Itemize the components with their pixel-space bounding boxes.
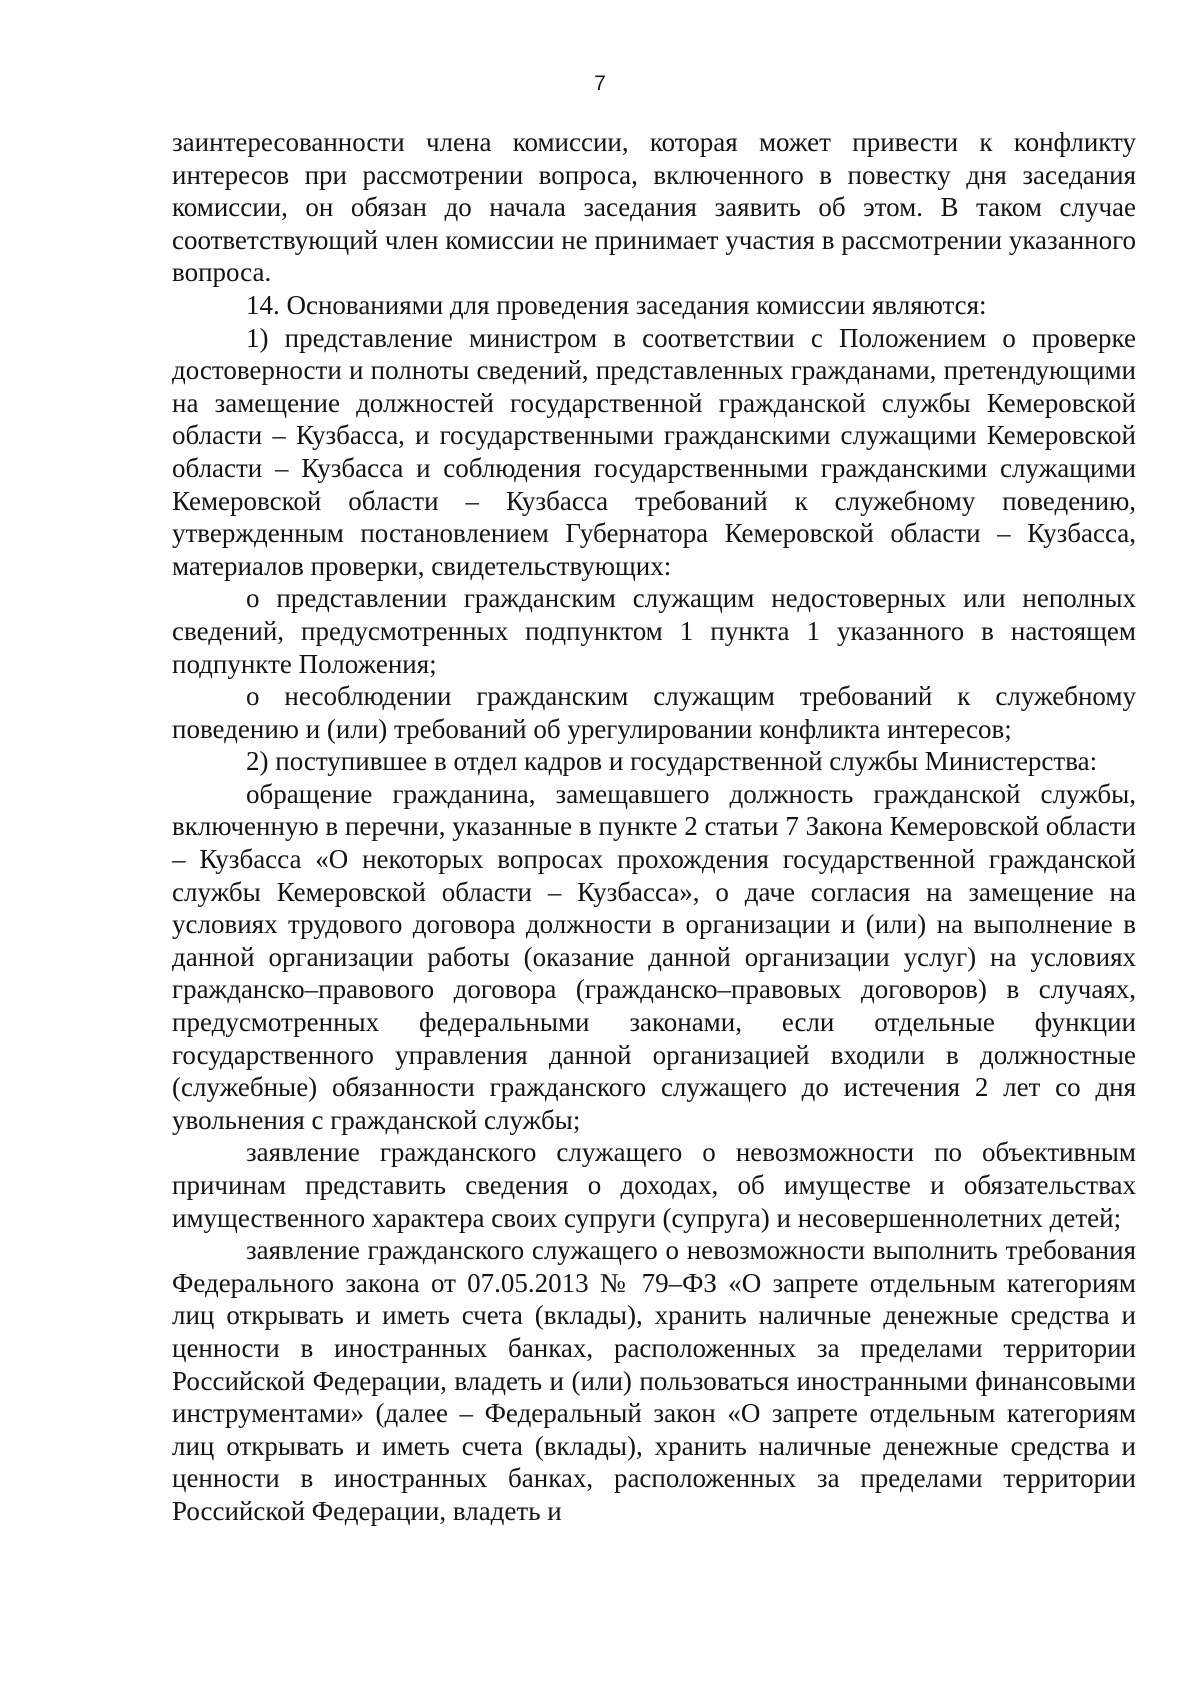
paragraph-subclause-1: 1) представление министром в соответствии с Положением о проверке достоверности и полноты сведений, представленных гражданами, претендующими на замещение должностей государственной гражданской службы Кемеровской области – Кузбасса, и государственными гражданскими служащими Кемеровской области – Кузбасса и соблюдения государственными гражданскими служащими Кемеровской области – Кузбасса требований к служебному поведению, утвержденным постановлением Губернатора Кемеровской области – Кузбасса, материалов проверки, свидетельствующих:	[172, 322, 1136, 581]
paragraph-false-info: о представлении гражданским служащим недостоверных или неполных сведений, предусмотренных подпунктом 1 пункта 1 указанного в настоящем подпункте Положения;	[172, 583, 1136, 679]
document-body	[172, 126, 1136, 1528]
paragraph-federal-law-statement: заявление гражданского служащего о невозможности выполнить требования Федерального закона от 07.05.2013 № 79–ФЗ «О запрете отдельным категориям лиц открывать и иметь счета (вклады), хранить наличные денежные средства и ценности в иностранных банках, расположенных за пределами территории Российской Федерации, владеть и (или) пользоваться иностранными финансовыми инструментами» (далее – Федеральный закон «О запрете отдельным категориям лиц открывать и иметь счета (вклады), хранить наличные денежные средства и ценности в иностранных банках, расположенных за пределами территории Российской Федерации, владеть и	[172, 1235, 1136, 1526]
paragraph-clause-14: 14. Основаниями для проведения заседания комиссии являются:	[246, 289, 987, 320]
paragraph-subclause-2: 2) поступившее в отдел кадров и государственной службы Министерства:	[246, 746, 1098, 777]
paragraph-citizen-appeal: обращение гражданина, замещавшего должность гражданской службы, включенную в перечни, указанные в пункте 2 статьи 7 Закона Кемеровской области – Кузбасса «О некоторых вопросах прохождения государственной гражданской службы Кемеровской области – Кузбасса», о даче согласия на замещение на условиях трудового договора должности в организации и (или) на выполнение в данной организации работы (оказание данной организации услуг) на условиях гражданско–правового договора (гражданско–правовых договоров) в случаях, предусмотренных федеральными законами, если отдельные функции государственного управления данной организацией входили в должностные (служебные) обязанности гражданского служащего до истечения 2 лет со дня увольнения с гражданской службы;	[172, 778, 1136, 1135]
page-number: 7	[594, 72, 606, 95]
paragraph-continuation: заинтересованности члена комиссии, которая может привести к конфликту интересов при рассмотрении вопроса, включенного в повестку дня заседания комиссии, он обязан до начала заседания заявить об этом. В таком случае соответствующий член комиссии не принимает участия в рассмотрении указанного вопроса.	[172, 127, 1136, 288]
paragraph-non-compliance: о несоблюдении гражданским служащим требований к служебному поведению и (или) требований об урегулировании конфликта интересов;	[172, 681, 1136, 744]
paragraph-income-statement: заявление гражданского служащего о невозможности по объективным причинам представить сведения о доходах, об имуществе и обязательствах имущественного характера своих супруги (супруга) и несовершеннолетних детей;	[172, 1137, 1136, 1233]
